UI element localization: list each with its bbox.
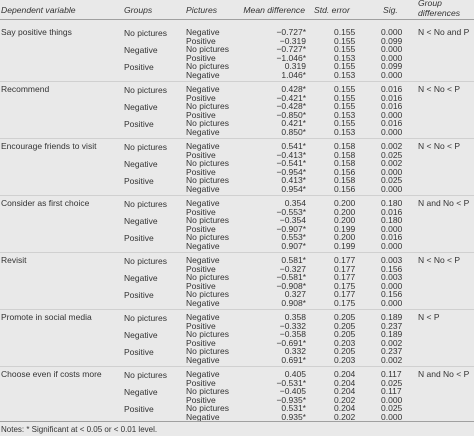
picture-label: Positive	[186, 337, 216, 348]
picture-label: Negative	[186, 84, 220, 94]
picture-label: Negative	[186, 183, 220, 194]
std-error-value: 0.203	[334, 354, 356, 365]
sig-value: 0.000	[381, 69, 403, 80]
picture-label: Positive	[186, 92, 216, 103]
header-mean-difference: Mean difference	[243, 5, 305, 15]
mean-difference-value: 0.581*	[281, 255, 306, 265]
sig-value: 0.000	[381, 280, 403, 291]
mean-difference-value: 0.850*	[281, 126, 306, 137]
picture-label: Negative	[186, 240, 220, 251]
picture-label: Negative	[186, 411, 220, 422]
std-error-value: 0.155	[334, 84, 356, 94]
sig-value: 0.003	[381, 272, 403, 282]
picture-label: No pictures	[186, 118, 229, 128]
sig-value: 0.099	[381, 61, 403, 71]
mean-difference-value: −0.319	[279, 35, 306, 46]
mean-difference-value: −0.531*	[276, 377, 306, 388]
picture-label: No pictures	[186, 158, 229, 168]
sig-value: 0.117	[381, 386, 402, 396]
sig-value: 0.000	[381, 240, 403, 251]
mean-difference-value: 0.332	[284, 346, 306, 356]
sig-value: 0.000	[381, 52, 403, 63]
std-error-value: 0.155	[334, 118, 356, 128]
group-difference-label: N and No < P	[418, 369, 470, 379]
std-error-value: 0.156	[334, 183, 356, 194]
mean-difference-value: 0.553*	[281, 232, 306, 242]
picture-label: Negative	[186, 255, 220, 265]
group-difference-label: N < No < P	[418, 141, 461, 151]
std-error-value: 0.205	[334, 320, 356, 331]
dependent-variable-label: Choose even if costs more	[1, 369, 102, 379]
std-error-value: 0.177	[334, 272, 356, 282]
dependent-variable-label: Say positive things	[1, 27, 72, 37]
std-error-value: 0.204	[334, 386, 356, 396]
dependent-variable-label: Consider as first choice	[1, 198, 90, 208]
sig-value: 0.016	[381, 92, 403, 103]
mean-difference-value: −0.354	[279, 215, 306, 225]
sig-value: 0.003	[381, 255, 403, 265]
mean-difference-value: 0.541*	[281, 141, 306, 151]
group-label: Positive	[124, 119, 154, 129]
picture-label: No pictures	[186, 215, 229, 225]
group-label: No pictures	[124, 313, 167, 323]
mean-difference-value: −0.850*	[276, 109, 306, 120]
picture-label: Positive	[186, 320, 216, 331]
picture-label: Positive	[186, 377, 216, 388]
sig-value: 0.002	[381, 354, 403, 365]
picture-label: No pictures	[186, 232, 229, 242]
std-error-value: 0.155	[334, 35, 356, 46]
std-error-value: 0.199	[334, 223, 356, 234]
sig-value: 0.180	[381, 215, 403, 225]
mean-difference-value: −0.428*	[276, 101, 306, 111]
mean-difference-value: −0.935*	[276, 394, 306, 405]
sig-value: 0.099	[381, 35, 403, 46]
mean-difference-value: 0.405	[284, 369, 306, 379]
sig-value: 0.002	[381, 141, 403, 151]
group-label: Positive	[124, 62, 154, 72]
sig-value: 0.016	[381, 206, 403, 217]
sig-value: 0.189	[381, 312, 403, 322]
std-error-value: 0.200	[334, 206, 356, 217]
group-label: Positive	[124, 233, 154, 243]
group-label: Positive	[124, 176, 154, 186]
group-label: Negative	[124, 273, 158, 283]
std-error-value: 0.153	[334, 126, 356, 137]
sig-value: 0.002	[381, 337, 403, 348]
std-error-value: 0.177	[334, 255, 356, 265]
mean-difference-value: −0.413*	[276, 149, 306, 160]
picture-label: No pictures	[186, 386, 229, 396]
std-error-value: 0.205	[334, 312, 356, 322]
mean-difference-value: 0.358	[284, 312, 306, 322]
group-label: No pictures	[124, 142, 167, 152]
group-label: No pictures	[124, 370, 167, 380]
std-error-value: 0.158	[334, 149, 356, 160]
block-separator	[0, 138, 474, 139]
header-groups: Groups	[124, 5, 153, 15]
dependent-variable-label: Recommend	[1, 84, 50, 94]
picture-label: Negative	[186, 69, 220, 80]
group-label: Negative	[124, 387, 158, 397]
dependent-variable-label: Encourage friends to visit	[1, 141, 97, 151]
picture-label: Positive	[186, 280, 216, 291]
sig-value: 0.156	[381, 263, 403, 274]
sig-value: 0.025	[381, 149, 403, 160]
group-difference-label: N < No < P	[418, 84, 461, 94]
mean-difference-value: 0.907*	[281, 240, 306, 251]
mean-difference-value: 0.319	[284, 61, 306, 71]
sig-value: 0.025	[381, 403, 403, 413]
std-error-value: 0.177	[334, 289, 356, 299]
picture-label: No pictures	[186, 329, 229, 339]
mean-difference-value: −0.727*	[276, 44, 306, 54]
std-error-value: 0.155	[334, 61, 356, 71]
picture-label: No pictures	[186, 61, 229, 71]
std-error-value: 0.200	[334, 232, 356, 242]
sig-value: 0.000	[381, 183, 403, 194]
group-label: No pictures	[124, 199, 167, 209]
std-error-value: 0.202	[334, 411, 356, 422]
picture-label: Positive	[186, 109, 216, 120]
mean-difference-value: −1.046*	[276, 52, 306, 63]
header-group-differences-line2: differences	[418, 8, 461, 18]
sig-value: 0.000	[381, 223, 403, 234]
sig-value: 0.156	[381, 289, 403, 299]
group-label: Negative	[124, 159, 158, 169]
std-error-value: 0.175	[334, 297, 356, 308]
block-separator	[0, 366, 474, 367]
sig-value: 0.000	[381, 126, 403, 137]
group-label: Negative	[124, 102, 158, 112]
picture-label: Positive	[186, 149, 216, 160]
sig-value: 0.016	[381, 118, 403, 128]
table-notes: Notes: * Significant at < 0.05 or < 0.01 level.	[1, 425, 158, 434]
sig-value: 0.000	[381, 394, 403, 405]
std-error-value: 0.202	[334, 394, 356, 405]
std-error-value: 0.155	[334, 92, 356, 103]
std-error-value: 0.204	[334, 369, 356, 379]
sig-value: 0.016	[381, 84, 403, 94]
std-error-value: 0.158	[334, 158, 356, 168]
picture-label: Negative	[186, 198, 220, 208]
dependent-variable-label: Promote in social media	[1, 312, 92, 322]
block-separator	[0, 309, 474, 310]
group-label: No pictures	[124, 28, 167, 38]
picture-label: No pictures	[186, 403, 229, 413]
mean-difference-value: −0.421*	[276, 92, 306, 103]
picture-label: Positive	[186, 263, 216, 274]
mean-difference-value: −0.553*	[276, 206, 306, 217]
mean-difference-value: −0.332	[279, 320, 306, 331]
mean-difference-value: 0.935*	[281, 411, 306, 422]
group-difference-label: N < P	[418, 312, 440, 322]
group-difference-label: N < No and P	[418, 27, 470, 37]
std-error-value: 0.153	[334, 109, 356, 120]
mean-difference-value: −0.727*	[276, 27, 306, 37]
group-label: Negative	[124, 45, 158, 55]
header-std-error: Std. error	[314, 5, 350, 15]
picture-label: No pictures	[186, 175, 229, 185]
picture-label: Positive	[186, 52, 216, 63]
std-error-value: 0.175	[334, 280, 356, 291]
sig-value: 0.002	[381, 158, 403, 168]
header-dependent-variable: Dependent variable	[1, 5, 76, 15]
std-error-value: 0.204	[334, 403, 356, 413]
mean-difference-value: −0.908*	[276, 280, 306, 291]
dependent-variable-label: Revisit	[1, 255, 27, 265]
picture-label: Negative	[186, 297, 220, 308]
mean-difference-value: 0.421*	[281, 118, 306, 128]
group-label: Positive	[124, 404, 154, 414]
picture-label: Negative	[186, 312, 220, 322]
std-error-value: 0.205	[334, 329, 356, 339]
std-error-value: 0.158	[334, 175, 356, 185]
block-separator	[0, 81, 474, 82]
picture-label: Negative	[186, 369, 220, 379]
block-separator	[0, 252, 474, 253]
sig-value: 0.189	[381, 329, 403, 339]
picture-label: No pictures	[186, 101, 229, 111]
mean-difference-value: −0.907*	[276, 223, 306, 234]
std-error-value: 0.199	[334, 240, 356, 251]
std-error-value: 0.204	[334, 377, 356, 388]
mean-difference-value: 1.046*	[281, 69, 306, 80]
std-error-value: 0.203	[334, 337, 356, 348]
std-error-value: 0.155	[334, 44, 356, 54]
sig-value: 0.025	[381, 175, 403, 185]
mean-difference-value: 0.691*	[281, 354, 306, 365]
sig-value: 0.000	[381, 166, 403, 177]
group-label: Negative	[124, 330, 158, 340]
std-error-value: 0.205	[334, 346, 356, 356]
mean-difference-value: −0.358	[279, 329, 306, 339]
std-error-value: 0.158	[334, 141, 356, 151]
sig-value: 0.016	[381, 101, 403, 111]
std-error-value: 0.153	[334, 52, 356, 63]
picture-label: Negative	[186, 27, 220, 37]
picture-label: Positive	[186, 394, 216, 405]
bottom-rule	[0, 421, 474, 422]
header-sig: Sig.	[383, 5, 398, 15]
picture-label: Positive	[186, 206, 216, 217]
group-label: No pictures	[124, 256, 167, 266]
mean-difference-value: 0.531*	[281, 403, 306, 413]
group-label: Positive	[124, 290, 154, 300]
group-label: No pictures	[124, 85, 167, 95]
group-label: Positive	[124, 347, 154, 357]
picture-label: Negative	[186, 141, 220, 151]
mean-difference-value: −0.954*	[276, 166, 306, 177]
header-rule	[0, 19, 474, 20]
mean-difference-value: 0.954*	[281, 183, 306, 194]
picture-label: No pictures	[186, 44, 229, 54]
group-difference-label: N and No < P	[418, 198, 470, 208]
mean-difference-value: 0.413*	[281, 175, 306, 185]
group-difference-label: N < No < P	[418, 255, 461, 265]
sig-value: 0.237	[381, 346, 403, 356]
mean-difference-value: 0.327	[284, 289, 306, 299]
mean-difference-value: −0.541*	[276, 158, 306, 168]
picture-label: Positive	[186, 166, 216, 177]
sig-value: 0.000	[381, 44, 403, 54]
sig-value: 0.000	[381, 27, 403, 37]
block-separator	[0, 195, 474, 196]
sig-value: 0.000	[381, 297, 403, 308]
sig-value: 0.000	[381, 109, 403, 120]
picture-label: No pictures	[186, 272, 229, 282]
mean-difference-value: −0.581*	[276, 272, 306, 282]
mean-difference-value: −0.405	[279, 386, 306, 396]
picture-label: No pictures	[186, 289, 229, 299]
sig-value: 0.237	[381, 320, 403, 331]
header-group-differences-line1: Group	[418, 0, 442, 8]
header-pictures: Pictures	[186, 5, 218, 15]
sig-value: 0.025	[381, 377, 403, 388]
sig-value: 0.117	[381, 369, 402, 379]
picture-label: Positive	[186, 35, 216, 46]
std-error-value: 0.200	[334, 215, 356, 225]
picture-label: No pictures	[186, 346, 229, 356]
picture-label: Positive	[186, 223, 216, 234]
std-error-value: 0.156	[334, 166, 356, 177]
sig-value: 0.016	[381, 232, 403, 242]
std-error-value: 0.177	[334, 263, 356, 274]
mean-difference-value: 0.428*	[281, 84, 306, 94]
sig-value: 0.000	[381, 411, 403, 422]
picture-label: Negative	[186, 354, 220, 365]
std-error-value: 0.155	[334, 27, 356, 37]
std-error-value: 0.155	[334, 101, 356, 111]
sig-value: 0.180	[381, 198, 403, 208]
std-error-value: 0.200	[334, 198, 356, 208]
mean-difference-value: 0.354	[284, 198, 306, 208]
mean-difference-value: −0.691*	[276, 337, 306, 348]
mean-difference-value: 0.908*	[281, 297, 306, 308]
group-label: Negative	[124, 216, 158, 226]
mean-difference-value: −0.327	[279, 263, 306, 274]
picture-label: Negative	[186, 126, 220, 137]
std-error-value: 0.153	[334, 69, 356, 80]
